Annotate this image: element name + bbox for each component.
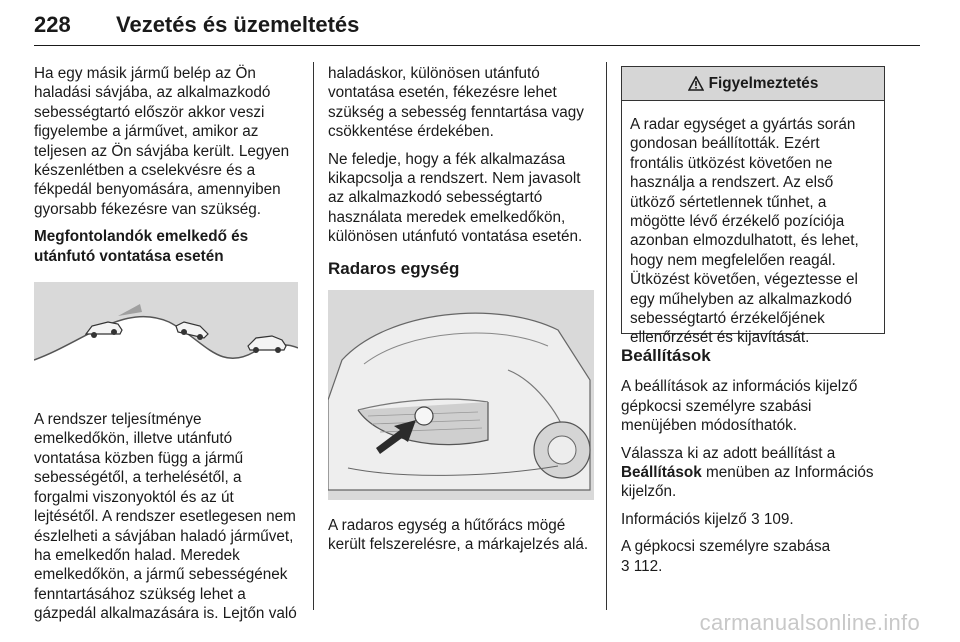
page-header	[34, 12, 934, 46]
text: Válassza ki az adott beállítást a	[621, 444, 836, 462]
warning-box	[621, 66, 885, 347]
paragraph: A rendszer teljesítménye emelkedőkön, illetve utánfutó vontatása közben függ a jármű sebességétől, a terhelésétől, a forgalmi viszonyoktól és az út lejtésétől. A rendszer esetlegesen nem észlelheti a sávjában haladó járművet, ha emelkedőn halad. Meredek emelkedőkön, a jármű sebességének fenntartásához szükség lehet a gázpedál alkalmazására is. Lejtőn való	[34, 411, 297, 623]
cross-reference[interactable]	[621, 510, 887, 529]
column-2	[328, 64, 594, 563]
reference-page: 109.	[763, 510, 794, 528]
page-number: 228	[34, 12, 71, 37]
warning-header	[622, 67, 884, 101]
subheading: Megfontolandók emelkedő és utánfutó vontatása esetén	[34, 228, 249, 265]
paragraph: A beállítások az információs kijelző gépkocsi személyre szabási menüjében módosíthatók.	[621, 378, 858, 435]
warning-title: Figyelmeztetés	[708, 74, 819, 92]
menu-name: Beállítások	[621, 464, 702, 482]
reference-page: 112.	[633, 557, 663, 575]
car-front-radar-icon	[328, 290, 594, 500]
page-arrow-icon: 3	[751, 510, 760, 528]
reference-text: Információs kijelző	[621, 510, 747, 528]
paragraph: Ha egy másik jármű belép az Ön haladási sávjába, az alkalmazkodó sebességtartó először akkor veszi figyelembe a járművet, amikor az teljesen az Ön sávjába került. Legyen készenlétben a cselekvésre és a fékpedál benyomására, amennyiben gyorsabb fékezésre van szükség.	[34, 65, 290, 218]
reference-text: A gépkocsi személyre szabása	[621, 538, 831, 556]
page-arrow-icon: 3	[621, 557, 630, 575]
column-divider	[313, 62, 314, 610]
column-1	[34, 64, 300, 632]
warning-triangle-icon	[688, 76, 704, 91]
warning-text: A radar egységet a gyártás során gondosan beállították. Ezért frontális ütközést követően ne használja a rendszert. Az első ütköző sértetlennek tűnhet, a mögötte lévő érzékelő pozíciója azonban elmozdulhatott, és lehet, hogy nem megfelelően reagál. Ütközést követően, végeztesse el egy műhelyben az alkalmazkodó sebességtartó érzékelőjének ellenőrzését és kijavítását.	[630, 116, 859, 347]
radar-unit-illustration	[328, 290, 594, 500]
paragraph: Ne feledje, hogy a fék alkalmazása kikapcsolja a rendszert. Nem javasolt az alkalmazkodó sebességtartó használata meredek emelkedőkön, különösen utánfutó vontatása esetén.	[328, 150, 583, 246]
vehicles-on-hill-icon	[34, 282, 298, 388]
paragraph	[621, 444, 887, 502]
column-3	[621, 346, 887, 584]
text: menüben az Információs kijelzőn.	[621, 464, 874, 501]
figure-caption: A radaros egység a hűtőrács mögé került felszerelésre, a márkajelzés alá.	[328, 517, 589, 554]
cross-reference[interactable]	[621, 537, 887, 576]
hill-illustration	[34, 282, 298, 388]
header-rule	[34, 45, 920, 46]
watermark: carmanualsonline.info	[699, 610, 920, 635]
column-divider	[606, 62, 607, 610]
section-title: Vezetés és üzemeltetés	[116, 12, 360, 37]
paragraph: haladáskor, különösen utánfutó vontatása esetén, fékezésre lehet szükség a sebesség fenntartása vagy csökkentése érdekében.	[328, 65, 584, 141]
heading-settings: Beállítások	[621, 346, 711, 365]
heading-radar: Radaros egység	[328, 258, 460, 278]
